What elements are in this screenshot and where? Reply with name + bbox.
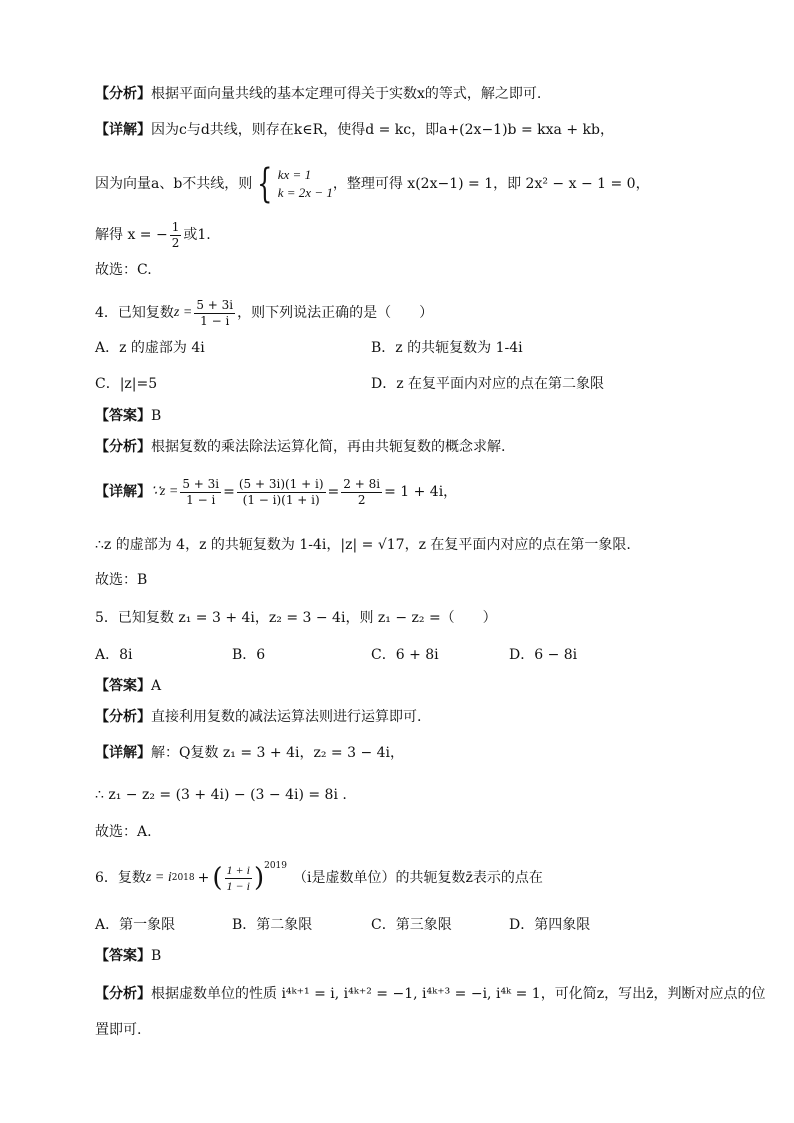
- equals-sign: =: [327, 484, 340, 500]
- fraction-numerator: 1 + i: [226, 862, 250, 877]
- system-row-2: k = 2x − 1: [277, 185, 333, 200]
- q4-stem-post: ，则下列说法正确的是（ ）: [237, 305, 434, 321]
- q6-z-eq: z = i: [145, 870, 172, 885]
- fraction-denominator: 1 − i: [226, 878, 250, 893]
- q4-detail-fraction-3: [341, 477, 382, 508]
- fraction-denominator: 1 − i: [200, 313, 230, 328]
- equals-sign: =: [223, 484, 235, 500]
- fraction-numerator: (5 + 3i)(1 + i): [238, 476, 324, 491]
- right-paren-icon: ): [253, 863, 265, 893]
- answer-tag: 【答案】: [95, 408, 151, 424]
- q6-answer-value: B: [151, 948, 162, 964]
- q4-detail-post: = 1 + 4i，: [384, 484, 458, 500]
- q3-detail-1-text: 因为c与d共线，则存在k∈R，使得d = kc，即a+(2x−1)b = kxa + kb，: [151, 122, 614, 138]
- fraction-half: [170, 220, 182, 251]
- q4-option-b: B．z 的共轭复数为 1-4i: [371, 340, 523, 356]
- q6-analysis-1: [95, 984, 765, 1004]
- q5-detail-1: [95, 743, 404, 763]
- q4-z-eq: z =: [173, 305, 193, 320]
- equation-system: [252, 161, 333, 207]
- q5-detail-2: ∴ z₁ − z₂ = (3 + 4i) − (3 − 4i) = 8i .: [95, 787, 347, 803]
- q5-option-b: B．6: [232, 647, 266, 663]
- q3-analysis-text: 根据平面向量共线的基本定理可得关于实数x的等式，解之即可.: [151, 86, 542, 102]
- q5-answer-value: A: [151, 678, 162, 694]
- q6-analysis-2: 置即可.: [95, 1022, 142, 1038]
- q5-option-d: D．6 − 8i: [509, 647, 578, 663]
- q4-fraction: [194, 298, 235, 329]
- q6-exponent-1: 2018: [171, 873, 195, 883]
- q6-stem-post: （i是虚数单位）的共轭复数z̄表示的点在: [293, 870, 543, 886]
- q6-stem: [95, 856, 543, 900]
- q3-detail-2-pre: 因为向量a、b不共线，则: [95, 176, 253, 192]
- q3-detail-3-post: 或1.: [183, 227, 211, 243]
- q4-analysis-text: 根据复数的乘法除法运算化简，再由共轭复数的概念求解.: [151, 439, 506, 455]
- q6-fraction: [225, 863, 252, 894]
- q5-detail-1-text: 解：Q复数 z₁ = 3 + 4i，z₂ = 3 − 4i，: [151, 745, 405, 761]
- q5-final-answer: 故选：A.: [95, 824, 152, 840]
- q4-detail-fraction-1: [180, 477, 221, 508]
- plus-sign: +: [197, 870, 210, 886]
- q4-option-a: A．z 的虚部为 4i: [95, 340, 205, 356]
- analysis-tag: 【分析】: [95, 439, 151, 455]
- q6-analysis-1-text: 根据虚数单位的性质 i⁴ᵏ⁺¹ = i, i⁴ᵏ⁺² = −1, i⁴ᵏ⁺³ = −i, i⁴ᵏ = 1，可化简z，写出z̄，判断对应点的位: [151, 986, 766, 1002]
- q4-option-c: C．|z|=5: [95, 376, 158, 392]
- answer-tag: 【答案】: [95, 948, 151, 964]
- system-row-1: kx = 1: [277, 167, 312, 182]
- q4-detail-2: ∴z 的虚部为 4，z 的共轭复数为 1-4i，|z| = √17，z 在复平面内对应的点在第一象限.: [95, 537, 631, 553]
- q5-option-a: A．8i: [95, 647, 133, 663]
- q3-answer: 故选：C.: [95, 262, 152, 278]
- q4-analysis: [95, 437, 505, 457]
- q5-analysis-text: 直接利用复数的减法运算法则进行运算即可.: [151, 709, 422, 725]
- fraction-denominator: 2: [171, 235, 180, 250]
- detail-tag: 【详解】: [95, 122, 151, 138]
- fraction-numerator: 1: [171, 219, 180, 234]
- q4-detail-pre: ∵z =: [151, 484, 179, 499]
- q4-detail-1: [95, 472, 457, 512]
- fraction-denominator: 1 − i: [186, 492, 216, 507]
- q4-stem-pre: 4．已知复数: [95, 305, 174, 321]
- q6-option-b: B．第二象限: [232, 917, 313, 933]
- answer-tag: 【答案】: [95, 678, 151, 694]
- q5-analysis: [95, 707, 421, 727]
- q4-answer-value: B: [151, 408, 162, 424]
- q6-answer: [95, 946, 161, 966]
- q3-detail-1: [95, 120, 614, 140]
- fraction-numerator: 5 + 3i: [196, 297, 234, 312]
- q4-detail-fraction-2: [237, 477, 326, 508]
- q3-detail-2: [95, 161, 650, 207]
- q6-option-c: C．第三象限: [371, 917, 452, 933]
- q6-option-a: A．第一象限: [95, 917, 176, 933]
- q5-answer: [95, 676, 161, 696]
- q6-exponent-2: 2019: [264, 861, 288, 871]
- detail-tag: 【详解】: [95, 745, 151, 761]
- q4-stem: [95, 295, 433, 331]
- fraction-denominator: (1 − i)(1 + i): [242, 492, 320, 507]
- q3-detail-3-pre: 解得 x = −: [95, 227, 168, 243]
- fraction-denominator: 2: [357, 492, 366, 507]
- left-paren-icon: (: [212, 863, 223, 893]
- analysis-tag: 【分析】: [95, 709, 151, 725]
- analysis-tag: 【分析】: [95, 986, 151, 1002]
- q3-analysis: [95, 84, 541, 104]
- fraction-numerator: 2 + 8i: [343, 476, 381, 491]
- q4-option-d: D．z 在复平面内对应的点在第二象限: [371, 376, 605, 392]
- q5-option-c: C．6 + 8i: [371, 647, 439, 663]
- analysis-tag: 【分析】: [95, 86, 151, 102]
- fraction-numerator: 5 + 3i: [182, 476, 220, 491]
- left-brace-icon: {: [257, 161, 273, 207]
- detail-tag: 【详解】: [95, 484, 151, 500]
- q6-stem-pre: 6．复数: [95, 870, 146, 886]
- q3-detail-3: [95, 220, 211, 250]
- q4-answer: [95, 406, 161, 426]
- q4-final-answer: 故选：B: [95, 572, 148, 588]
- q6-option-d: D．第四象限: [509, 917, 591, 933]
- q3-detail-2-post: ，整理可得 x(2x−1) = 1，即 2x² − x − 1 = 0，: [332, 176, 650, 192]
- q5-stem: 5．已知复数 z₁ = 3 + 4i，z₂ = 3 − 4i，则 z₁ − z₂ =（ ）: [95, 610, 497, 626]
